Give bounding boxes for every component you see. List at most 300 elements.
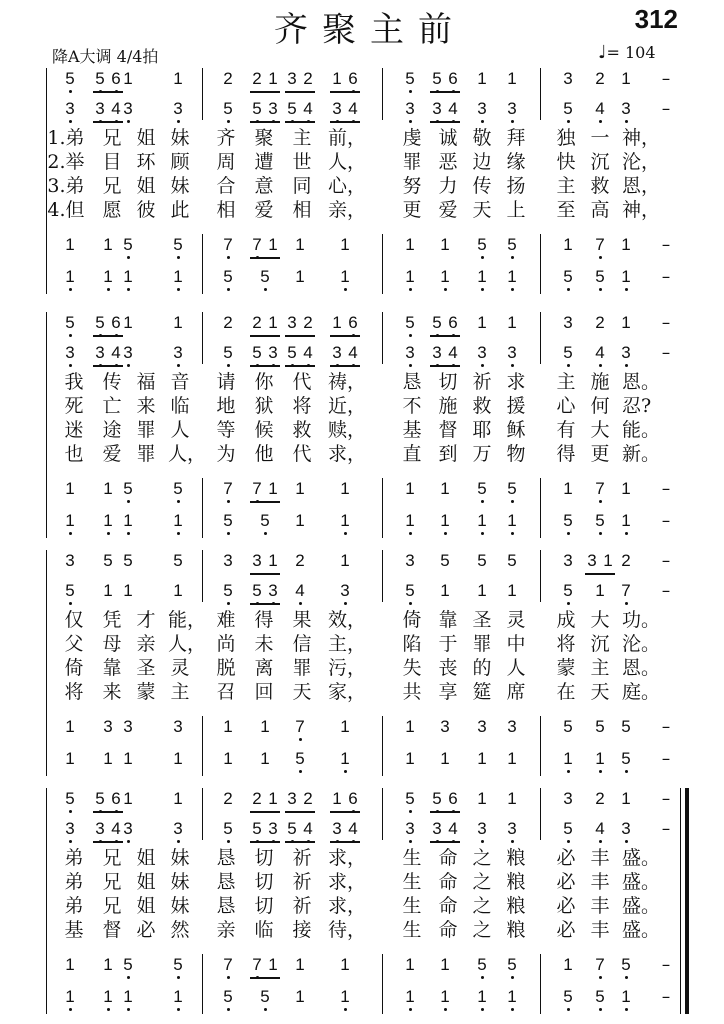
note: 6 bbox=[444, 788, 462, 810]
lyric-syllable: 主 bbox=[556, 371, 576, 393]
note: 1 bbox=[503, 266, 521, 288]
lyric-syllable: 虔 bbox=[402, 127, 422, 149]
soprano-row bbox=[0, 788, 724, 810]
note: 5 bbox=[283, 342, 301, 364]
note: 1 bbox=[477, 69, 487, 88]
note: 3 bbox=[91, 818, 109, 840]
note: 1 bbox=[169, 510, 187, 532]
lyric-syllable: 赎， bbox=[328, 419, 367, 441]
note: 5 bbox=[91, 788, 109, 810]
lyric-syllable: 将 bbox=[292, 395, 312, 417]
lyric-syllable: 耶 bbox=[472, 419, 492, 441]
lyric-syllable: 中 bbox=[506, 633, 526, 655]
note: 5 bbox=[219, 818, 237, 840]
lyric-syllable: 3.弟 bbox=[47, 175, 85, 197]
note: 5 bbox=[401, 312, 419, 334]
note: 7 bbox=[591, 234, 609, 256]
note: 3 bbox=[563, 789, 573, 808]
lyric-syllable: 才 bbox=[136, 609, 156, 631]
lyric-syllable: 沦， bbox=[622, 151, 661, 173]
lyric-syllable: 救 bbox=[292, 419, 312, 441]
note: 1 bbox=[340, 955, 350, 974]
lyric-syllable: 直 bbox=[402, 443, 422, 465]
note: 3 bbox=[428, 342, 446, 364]
lyric-line bbox=[0, 632, 724, 656]
bass-row bbox=[0, 266, 724, 288]
note: 3 bbox=[428, 98, 446, 120]
note: 1 bbox=[440, 581, 450, 600]
lyric-syllable: 他 bbox=[254, 443, 274, 465]
lyric-syllable: 敬 bbox=[472, 127, 492, 149]
note: 3 bbox=[91, 342, 109, 364]
note: 5 bbox=[473, 234, 491, 256]
lyric-syllable: 脱 bbox=[216, 657, 236, 679]
lyric-syllable: 主 bbox=[590, 657, 610, 679]
lyric-syllable: 你 bbox=[254, 371, 274, 393]
sustain-dash: – bbox=[661, 69, 671, 89]
eighth-beam bbox=[430, 121, 460, 123]
lyric-syllable: 兄 bbox=[102, 895, 122, 917]
note: 1 bbox=[169, 266, 187, 288]
lyric-syllable: 主 bbox=[292, 127, 312, 149]
note: 3 bbox=[252, 551, 262, 570]
lyric-syllable: 快 bbox=[556, 151, 576, 173]
lyric-syllable: 愿 bbox=[102, 199, 122, 221]
lyric-syllable: 神， bbox=[622, 199, 661, 221]
lyric-syllable: 陷 bbox=[402, 633, 422, 655]
note: 3 bbox=[65, 551, 75, 570]
note: 4 bbox=[444, 98, 462, 120]
lyric-syllable: 蒙 bbox=[136, 681, 156, 703]
note: 4 bbox=[444, 342, 462, 364]
eighth-beam bbox=[430, 91, 460, 93]
lyric-syllable: 接 bbox=[292, 919, 312, 941]
lyric-syllable: 沉 bbox=[590, 633, 610, 655]
note: 1 bbox=[336, 510, 354, 532]
note: 3 bbox=[119, 98, 137, 120]
lyric-syllable: 爱 bbox=[438, 199, 458, 221]
note: 1 bbox=[436, 510, 454, 532]
lyric-syllable: 更 bbox=[590, 443, 610, 465]
lyric-syllable: 心 bbox=[556, 395, 576, 417]
note: 7 bbox=[291, 716, 309, 738]
note: 7 bbox=[248, 954, 266, 976]
note: 5 bbox=[559, 510, 577, 532]
lyric-syllable: 成 bbox=[556, 609, 576, 631]
lyric-syllable: 效， bbox=[328, 609, 367, 631]
note: 5 bbox=[559, 986, 577, 1008]
note: 6 bbox=[444, 312, 462, 334]
note: 5 bbox=[248, 818, 266, 840]
lyric-syllable: 兄 bbox=[102, 871, 122, 893]
lyric-syllable: 恳 bbox=[402, 371, 422, 393]
lyric-syllable: 人， bbox=[168, 633, 207, 655]
lyric-syllable: 生 bbox=[402, 847, 422, 869]
eighth-beam bbox=[430, 811, 460, 813]
lyric-syllable: 恩。 bbox=[622, 657, 661, 679]
lyric-line bbox=[0, 680, 724, 704]
soprano-row bbox=[0, 312, 724, 334]
eighth-beam bbox=[285, 91, 315, 93]
note: 5 bbox=[591, 510, 609, 532]
note: 3 bbox=[169, 342, 187, 364]
lyric-syllable: 至 bbox=[556, 199, 576, 221]
lyric-syllable: 兄 bbox=[102, 127, 122, 149]
note: 1 bbox=[405, 479, 415, 498]
lyric-syllable: 盛。 bbox=[622, 871, 661, 893]
note: 4 bbox=[591, 98, 609, 120]
lyric-syllable: 此 bbox=[170, 199, 190, 221]
note: 1 bbox=[295, 955, 305, 974]
note: 3 bbox=[473, 342, 491, 364]
note: 3 bbox=[169, 98, 187, 120]
eighth-beam bbox=[285, 841, 315, 843]
note: 1 bbox=[507, 581, 517, 600]
lyric-syllable: 求， bbox=[328, 871, 367, 893]
note: 1 bbox=[173, 69, 183, 88]
note: 6 bbox=[107, 788, 125, 810]
lyric-syllable: 我 bbox=[64, 371, 84, 393]
note: 7 bbox=[219, 954, 237, 976]
note: 5 bbox=[591, 986, 609, 1008]
lyric-syllable: 环 bbox=[136, 151, 156, 173]
lyric-syllable: 弟 bbox=[64, 895, 84, 917]
eighth-beam bbox=[250, 121, 280, 123]
note: 1 bbox=[591, 748, 609, 770]
note: 1 bbox=[473, 510, 491, 532]
note: 1 bbox=[617, 510, 635, 532]
lyric-syllable: 迷 bbox=[64, 419, 84, 441]
lyric-syllable: 临 bbox=[170, 395, 190, 417]
lyric-syllable: 地 bbox=[216, 395, 236, 417]
bass-row bbox=[0, 986, 724, 1008]
lyric-syllable: 罪 bbox=[402, 151, 422, 173]
lyric-syllable: 代 bbox=[292, 443, 312, 465]
note: 1 bbox=[103, 235, 113, 254]
sustain-dash: – bbox=[661, 479, 671, 499]
note: 5 bbox=[473, 954, 491, 976]
lyric-line bbox=[0, 608, 724, 632]
lyric-syllable: 将 bbox=[556, 633, 576, 655]
eighth-beam bbox=[330, 811, 360, 813]
note: 1 bbox=[260, 749, 270, 768]
eighth-beam bbox=[330, 121, 360, 123]
note: 4 bbox=[299, 818, 317, 840]
note: 3 bbox=[287, 789, 297, 808]
lyric-syllable: 祈 bbox=[292, 847, 312, 869]
note: 1 bbox=[65, 955, 75, 974]
tenor-row bbox=[0, 954, 724, 976]
note: 2 bbox=[223, 313, 233, 332]
eighth-beam bbox=[250, 501, 280, 503]
note: 5 bbox=[503, 234, 521, 256]
lyric-syllable: 目 bbox=[102, 151, 122, 173]
note: 3 bbox=[328, 98, 346, 120]
lyric-syllable: 庭。 bbox=[622, 681, 661, 703]
note: 3 bbox=[119, 342, 137, 364]
note: 3 bbox=[61, 342, 79, 364]
note: 1 bbox=[477, 313, 487, 332]
note: 1 bbox=[295, 987, 305, 1006]
eighth-beam bbox=[93, 335, 123, 337]
note: 1 bbox=[268, 313, 278, 332]
lyric-syllable: 妹 bbox=[170, 847, 190, 869]
note: 5 bbox=[219, 98, 237, 120]
alto-row bbox=[0, 580, 724, 602]
lyric-syllable: 候 bbox=[254, 419, 274, 441]
lyric-syllable: 基 bbox=[64, 919, 84, 941]
note: 5 bbox=[61, 68, 79, 90]
lyric-syllable: 传 bbox=[472, 175, 492, 197]
lyric-syllable: 祷， bbox=[328, 371, 367, 393]
note: 1 bbox=[603, 551, 613, 570]
note: 1 bbox=[99, 266, 117, 288]
lyric-syllable: 妹 bbox=[170, 175, 190, 197]
note: 3 bbox=[287, 313, 297, 332]
lyric-syllable: 也 bbox=[64, 443, 84, 465]
lyric-syllable: 席 bbox=[506, 681, 526, 703]
note: 1 bbox=[169, 986, 187, 1008]
note: 5 bbox=[219, 986, 237, 1008]
note: 1 bbox=[268, 235, 278, 254]
note: 5 bbox=[219, 510, 237, 532]
note: 5 bbox=[473, 478, 491, 500]
sustain-dash: – bbox=[661, 511, 671, 531]
note: 3 bbox=[563, 551, 573, 570]
lyric-syllable: 祈 bbox=[292, 871, 312, 893]
lyric-syllable: 家， bbox=[328, 681, 367, 703]
note: 5 bbox=[169, 478, 187, 500]
lyric-syllable: 有 bbox=[556, 419, 576, 441]
sustain-dash: – bbox=[661, 551, 671, 571]
lyric-syllable: 享 bbox=[438, 681, 458, 703]
note: 1 bbox=[340, 235, 350, 254]
lyric-syllable: 相 bbox=[216, 199, 236, 221]
lyric-syllable: 人， bbox=[168, 443, 207, 465]
lyric-syllable: 求， bbox=[328, 443, 367, 465]
staff-system bbox=[0, 68, 724, 294]
lyric-syllable: 共 bbox=[402, 681, 422, 703]
eighth-beam bbox=[430, 365, 460, 367]
lyric-syllable: 粮 bbox=[506, 919, 526, 941]
note: 5 bbox=[119, 478, 137, 500]
eighth-beam bbox=[330, 335, 360, 337]
lyric-syllable: 丰 bbox=[590, 895, 610, 917]
note: 4 bbox=[444, 818, 462, 840]
lyric-syllable: 大 bbox=[590, 609, 610, 631]
lyric-line bbox=[0, 394, 724, 418]
sustain-dash: – bbox=[661, 235, 671, 255]
note: 7 bbox=[248, 478, 266, 500]
lyric-syllable: 得 bbox=[254, 609, 274, 631]
lyric-syllable: 临 bbox=[254, 919, 274, 941]
eighth-beam bbox=[93, 91, 123, 93]
note: 3 bbox=[264, 818, 282, 840]
lyric-syllable: 之 bbox=[472, 895, 492, 917]
lyric-syllable: 上 bbox=[506, 199, 526, 221]
note: 5 bbox=[617, 748, 635, 770]
note: 4 bbox=[107, 342, 125, 364]
note: 2 bbox=[252, 69, 262, 88]
lyric-syllable: 督 bbox=[102, 919, 122, 941]
lyric-syllable: 粮 bbox=[506, 871, 526, 893]
note: 3 bbox=[401, 342, 419, 364]
note: 1 bbox=[268, 789, 278, 808]
lyric-syllable: 尚 bbox=[216, 633, 236, 655]
lyric-syllable: 世 bbox=[292, 151, 312, 173]
note: 5 bbox=[621, 717, 631, 736]
lyric-syllable: 求， bbox=[328, 895, 367, 917]
note: 1 bbox=[336, 986, 354, 1008]
lyric-syllable: 恳 bbox=[216, 871, 236, 893]
lyric-syllable: 丰 bbox=[590, 919, 610, 941]
note: 1 bbox=[295, 511, 305, 530]
lyric-syllable: 求 bbox=[506, 371, 526, 393]
lyric-syllable: 命 bbox=[438, 919, 458, 941]
note: 4 bbox=[107, 818, 125, 840]
note: 5 bbox=[256, 986, 274, 1008]
note: 4 bbox=[344, 342, 362, 364]
note: 3 bbox=[264, 342, 282, 364]
note: 1 bbox=[401, 266, 419, 288]
lyric-syllable: 功。 bbox=[622, 609, 661, 631]
note: 1 bbox=[563, 955, 573, 974]
note: 3 bbox=[61, 818, 79, 840]
lyric-syllable: 努 bbox=[402, 175, 422, 197]
lyric-syllable: 稣 bbox=[506, 419, 526, 441]
note: 1 bbox=[123, 69, 133, 88]
lyric-syllable: 代 bbox=[292, 371, 312, 393]
note: 5 bbox=[173, 551, 183, 570]
note: 3 bbox=[264, 580, 282, 602]
note: 1 bbox=[477, 581, 487, 600]
bass-row bbox=[0, 510, 724, 532]
note: 1 bbox=[173, 789, 183, 808]
note: 1 bbox=[477, 749, 487, 768]
lyric-syllable: 边 bbox=[472, 151, 492, 173]
note: 2 bbox=[223, 69, 233, 88]
lyric-syllable: 大 bbox=[590, 419, 610, 441]
note: 1 bbox=[563, 479, 573, 498]
lyric-syllable: 罪 bbox=[136, 443, 156, 465]
eighth-beam bbox=[250, 841, 280, 843]
lyric-syllable: 能， bbox=[168, 609, 207, 631]
lyric-syllable: 丰 bbox=[590, 847, 610, 869]
eighth-beam bbox=[250, 335, 280, 337]
note: 1 bbox=[507, 749, 517, 768]
note: 7 bbox=[219, 234, 237, 256]
lyric-syllable: 粮 bbox=[506, 895, 526, 917]
note: 5 bbox=[169, 954, 187, 976]
lyric-syllable: 信 bbox=[292, 633, 312, 655]
lyric-line bbox=[0, 370, 724, 394]
note: 5 bbox=[559, 580, 577, 602]
note: 3 bbox=[503, 98, 521, 120]
lyric-line bbox=[0, 918, 724, 942]
lyric-syllable: 主 bbox=[170, 681, 190, 703]
lyric-syllable: 污， bbox=[328, 657, 367, 679]
note: 2 bbox=[223, 789, 233, 808]
lyric-syllable: 基 bbox=[402, 419, 422, 441]
note: 5 bbox=[219, 266, 237, 288]
note: 5 bbox=[401, 788, 419, 810]
page-title: 齐聚主前 bbox=[274, 10, 466, 50]
note: 3 bbox=[173, 717, 183, 736]
note: 2 bbox=[595, 789, 605, 808]
lyric-syllable: 求， bbox=[328, 847, 367, 869]
lyric-syllable: 得 bbox=[556, 443, 576, 465]
note: 5 bbox=[219, 580, 237, 602]
lyric-syllable: 力 bbox=[438, 175, 458, 197]
note: 6 bbox=[344, 312, 362, 334]
note: 7 bbox=[219, 478, 237, 500]
lyric-syllable: 圣 bbox=[472, 609, 492, 631]
note: 5 bbox=[595, 717, 605, 736]
note: 4 bbox=[291, 580, 309, 602]
tempo-marking bbox=[598, 42, 656, 63]
lyric-syllable: 恩。 bbox=[622, 371, 661, 393]
note: 1 bbox=[440, 955, 450, 974]
lyric-syllable: 回 bbox=[254, 681, 274, 703]
note: 1 bbox=[332, 313, 342, 332]
note: 1 bbox=[405, 717, 415, 736]
note: 1 bbox=[173, 313, 183, 332]
lyric-syllable: 恶 bbox=[438, 151, 458, 173]
lyric-syllable: 母 bbox=[102, 633, 122, 655]
note: 3 bbox=[287, 69, 297, 88]
lyric-syllable: 靠 bbox=[438, 609, 458, 631]
lyric-line bbox=[0, 418, 724, 442]
lyric-syllable: 施 bbox=[438, 395, 458, 417]
note: 5 bbox=[401, 68, 419, 90]
lyric-syllable: 倚 bbox=[402, 609, 422, 631]
note: 5 bbox=[591, 266, 609, 288]
lyric-syllable: 必 bbox=[556, 895, 576, 917]
note: 5 bbox=[256, 266, 274, 288]
note: 2 bbox=[595, 313, 605, 332]
lyric-syllable: 将 bbox=[64, 681, 84, 703]
note: 7 bbox=[591, 954, 609, 976]
note: 5 bbox=[61, 312, 79, 334]
lyric-syllable: 盛。 bbox=[622, 847, 661, 869]
lyric-syllable: 天 bbox=[472, 199, 492, 221]
sustain-dash: – bbox=[661, 955, 671, 975]
note: 5 bbox=[291, 748, 309, 770]
note: 1 bbox=[173, 581, 183, 600]
tenor-row bbox=[0, 234, 724, 256]
note: 5 bbox=[428, 788, 446, 810]
lyric-syllable: 生 bbox=[402, 895, 422, 917]
staff-system bbox=[0, 312, 724, 538]
note: 3 bbox=[507, 717, 517, 736]
lyric-syllable: 援 bbox=[506, 395, 526, 417]
lyric-syllable: 生 bbox=[402, 871, 422, 893]
lyric-syllable: 筵 bbox=[472, 681, 492, 703]
lyric-syllable: 离 bbox=[254, 657, 274, 679]
note: 4 bbox=[591, 342, 609, 364]
lyric-syllable: 生 bbox=[402, 919, 422, 941]
lyric-syllable: 必 bbox=[136, 919, 156, 941]
lyric-syllable: 未 bbox=[254, 633, 274, 655]
lyric-syllable: 妹 bbox=[170, 895, 190, 917]
lyric-line bbox=[0, 126, 724, 150]
lyric-syllable: 命 bbox=[438, 895, 458, 917]
lyric-syllable: 2.举 bbox=[47, 151, 85, 173]
note: 1 bbox=[61, 510, 79, 532]
lyric-syllable: 切 bbox=[438, 371, 458, 393]
note: 1 bbox=[123, 749, 133, 768]
note: 1 bbox=[295, 479, 305, 498]
